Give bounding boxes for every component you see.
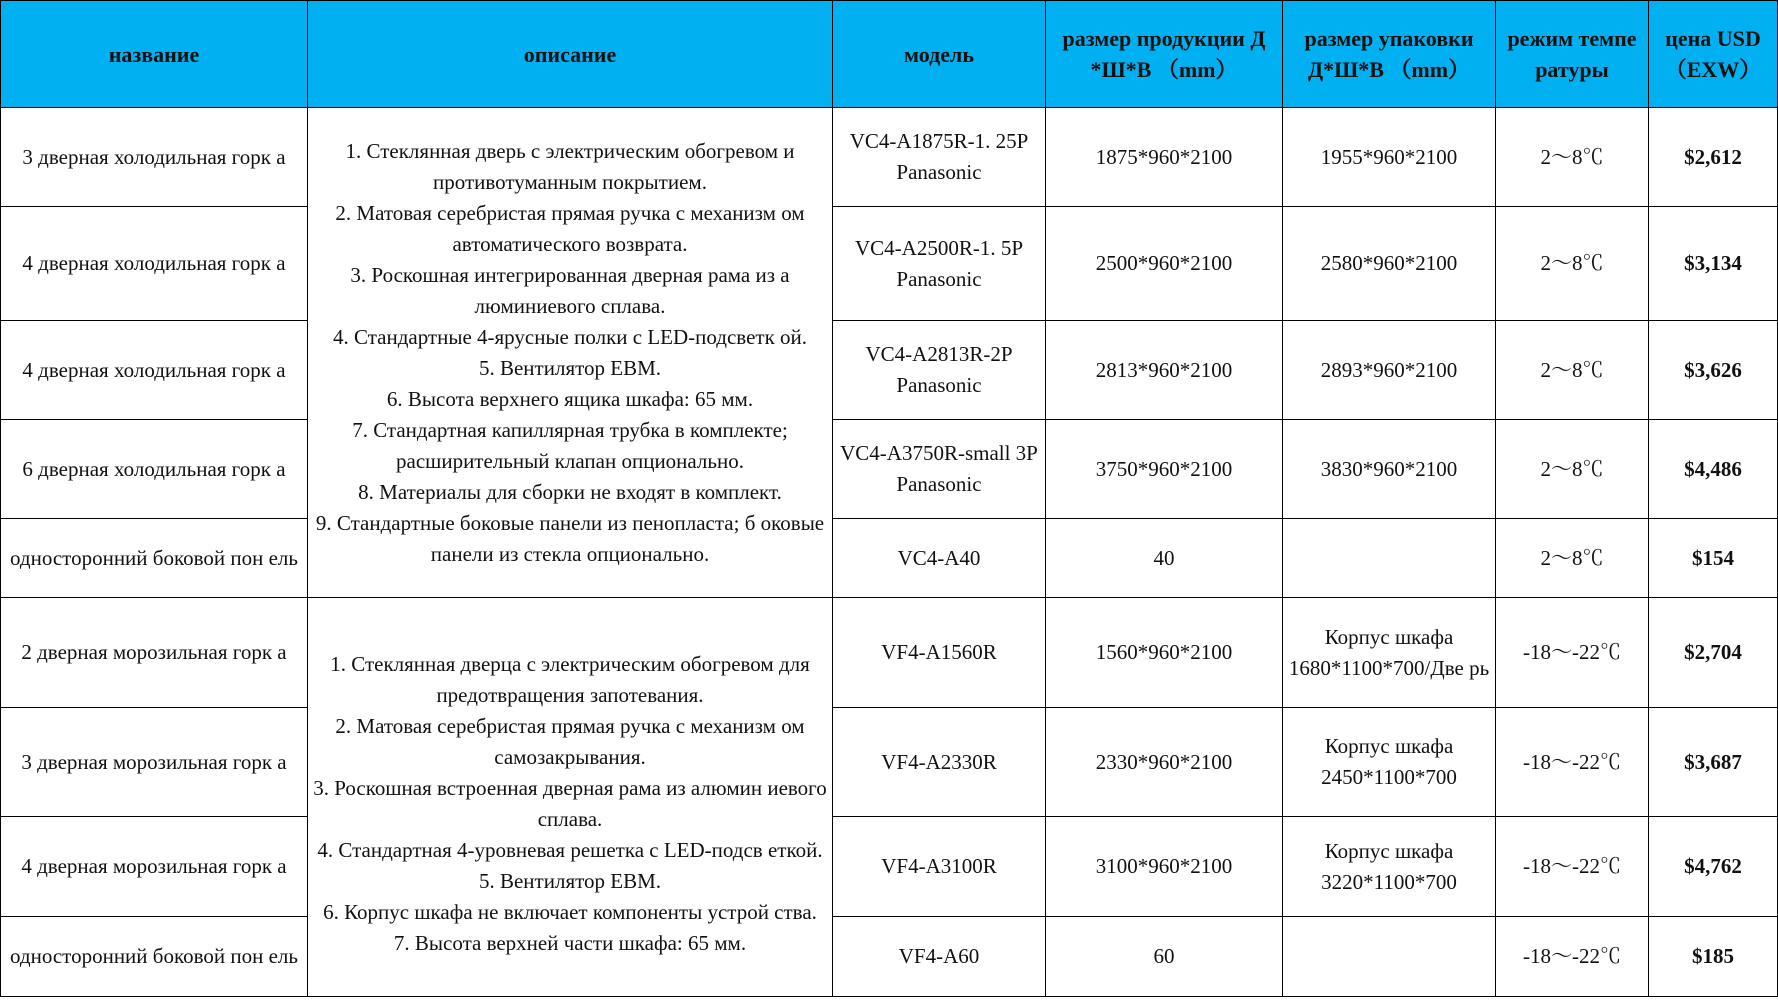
description-line: 3. Роскошная встроенная дверная рама из алюмин иевого сплава. [313, 776, 827, 831]
table-row [1, 207, 1778, 321]
temperature: 2～8℃ [1496, 108, 1649, 207]
header-temperature: режим темпе ратуры [1496, 1, 1649, 108]
table-row [1, 708, 1778, 817]
temperature: 2～8℃ [1496, 321, 1649, 420]
description-line: 3. Роскошная интегрированная дверная рама из а люминиевого сплава. [350, 262, 790, 318]
description-line: 6. Высота верхнего ящика шкафа: 65 мм. [386, 386, 754, 411]
cooler-description [308, 108, 833, 598]
description-line: 1. Стеклянная дверца с электрическим обогревом для предотвращения запотевания. [330, 652, 810, 707]
description-line: 2. Матовая серебристая прямая ручка с механизм ом самозакрывания. [335, 714, 805, 769]
header-product-size: размер продукции Д *Ш*В （mm） [1046, 1, 1283, 108]
package-size: 2893*960*2100 [1283, 321, 1496, 420]
package-size: Корпус шкафа 3220*1100*700 [1283, 817, 1496, 917]
table-row [1, 598, 1778, 708]
table-row [1, 321, 1778, 420]
description-line: 5. Вентилятор EBM. [478, 869, 662, 893]
model: VF4-A3100R [833, 817, 1046, 917]
table-row [1, 817, 1778, 917]
model: VF4-A1560R [833, 598, 1046, 708]
package-size: 1955*960*2100 [1283, 108, 1496, 207]
model: VC4-A1875R-1. 25P Panasonic [833, 108, 1046, 207]
description-line: 7. Стандартная капиллярная трубка в комплекте; расширительный клапан опционально. [352, 417, 788, 473]
price: $3,687 [1649, 708, 1778, 817]
header-price: цена USD（EXW） [1649, 1, 1778, 108]
model: VC4-A2813R-2P Panasonic [833, 321, 1046, 420]
model: VC4-A3750R-small 3P Panasonic [833, 420, 1046, 519]
description-line: 5. Вентилятор EBM. [478, 355, 662, 380]
description-line: 8. Материалы для сборки не входят в комплект. [358, 479, 782, 504]
freezer-description [308, 598, 833, 997]
header-row [1, 1, 1778, 108]
product-size: 60 [1046, 917, 1283, 997]
package-size: Корпус шкафа 2450*1100*700 [1283, 708, 1496, 817]
model: VF4-A60 [833, 917, 1046, 997]
product-size: 2500*960*2100 [1046, 207, 1283, 321]
package-size: 2580*960*2100 [1283, 207, 1496, 321]
temperature: 2～8℃ [1496, 207, 1649, 321]
header-model: модель [833, 1, 1046, 108]
package-size [1283, 519, 1496, 598]
table-row [1, 917, 1778, 997]
product-size: 1875*960*2100 [1046, 108, 1283, 207]
description-line: 7. Высота верхней части шкафа: 65 мм. [393, 931, 747, 955]
description-line: 6. Корпус шкафа не включает компоненты устрой ства. [323, 900, 817, 924]
product-name: 4 дверная холодильная горк а [1, 321, 308, 420]
product-size: 1560*960*2100 [1046, 598, 1283, 708]
product-name: 6 дверная холодильная горк а [1, 420, 308, 519]
product-size: 40 [1046, 519, 1283, 598]
model: VF4-A2330R [833, 708, 1046, 817]
header-description: описание [308, 1, 833, 108]
temperature: 2～8℃ [1496, 519, 1649, 598]
product-size: 2330*960*2100 [1046, 708, 1283, 817]
package-size: 3830*960*2100 [1283, 420, 1496, 519]
temperature: -18～-22℃ [1496, 598, 1649, 708]
temperature: 2～8℃ [1496, 420, 1649, 519]
description-line: 2. Матовая серебристая прямая ручка с механизм ом автоматического возврата. [335, 200, 805, 256]
header-package-size: размер упаковки Д*Ш*В （mm） [1283, 1, 1496, 108]
table-row [1, 519, 1778, 598]
description-line: 9. Стандартные боковые панели из пенопласта; б оковые панели из стекла опционально. [315, 510, 825, 566]
model: VC4-A2500R-1. 5P Panasonic [833, 207, 1046, 321]
price: $4,762 [1649, 817, 1778, 917]
product-name: 4 дверная морозильная горк а [1, 817, 308, 917]
product-name: односторонний боковой пон ель [1, 519, 308, 598]
price: $2,704 [1649, 598, 1778, 708]
product-size: 3750*960*2100 [1046, 420, 1283, 519]
price: $2,612 [1649, 108, 1778, 207]
price: $154 [1649, 519, 1778, 598]
table-row [1, 108, 1778, 207]
model: VC4-A40 [833, 519, 1046, 598]
temperature: -18～-22℃ [1496, 708, 1649, 817]
package-size [1283, 917, 1496, 997]
price: $4,486 [1649, 420, 1778, 519]
product-name: 3 дверная холодильная горк а [1, 108, 308, 207]
header-name: название [1, 1, 308, 108]
price: $3,626 [1649, 321, 1778, 420]
description-line: 1. Стеклянная дверь с электрическим обогревом и противотуманным покрытием. [345, 138, 795, 194]
description-line: 4. Стандартные 4-ярусные полки с LED-подсветк ой. [332, 324, 808, 349]
product-name: 2 дверная морозильная горк а [1, 598, 308, 708]
product-size: 3100*960*2100 [1046, 817, 1283, 917]
package-size: Корпус шкафа 1680*1100*700/Две рь [1283, 598, 1496, 708]
table-row [1, 420, 1778, 519]
price: $185 [1649, 917, 1778, 997]
product-name: односторонний боковой пон ель [1, 917, 308, 997]
product-name: 4 дверная холодильная горк а [1, 207, 308, 321]
temperature: -18～-22℃ [1496, 917, 1649, 997]
product-name: 3 дверная морозильная горк а [1, 708, 308, 817]
product-size: 2813*960*2100 [1046, 321, 1283, 420]
price: $3,134 [1649, 207, 1778, 321]
description-line: 4. Стандартная 4-уровневая решетка с LED-подсв еткой. [317, 838, 823, 862]
temperature: -18～-22℃ [1496, 817, 1649, 917]
